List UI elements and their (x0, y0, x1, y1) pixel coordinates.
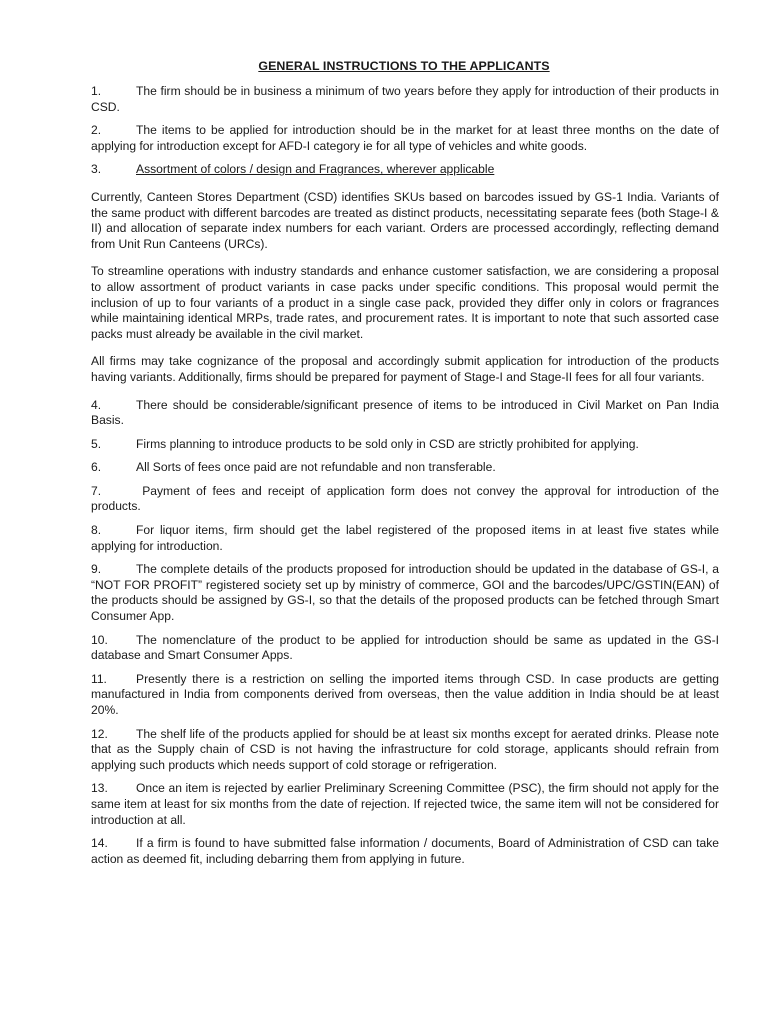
item-number: 4. (91, 397, 102, 412)
item-text: All Sorts of fees once paid are not refundable and non transferable. (136, 460, 496, 475)
instruction-item (91, 162, 719, 178)
item-text: For liquor items, firm should get the label registered of the proposed items in at least five states while applying for introduction. (91, 523, 719, 553)
instruction-item (91, 523, 719, 554)
instruction-item (91, 727, 719, 774)
item-number: 9. (91, 562, 102, 577)
instruction-item (91, 460, 719, 476)
item-text: The items to be applied for introduction should be in the market for at least three months on the date of applying for introduction except for AFD-I category ie for all type of vehicles and white goods. (91, 123, 719, 153)
item-text: Once an item is rejected by earlier Preliminary Screening Committee (PSC), the firm should not apply for the same item at least for six months from the date of rejection. If rejected twice, the same item will not be considered for introduction at all. (91, 781, 719, 827)
item-number: 12. (91, 726, 108, 741)
instruction-item (91, 437, 719, 453)
item-number: 14. (91, 836, 108, 851)
instruction-item (91, 633, 719, 664)
item-number: 1. (91, 84, 102, 98)
item-number: 7. (91, 483, 102, 498)
instruction-item (91, 84, 719, 115)
item-number: 13. (91, 781, 108, 796)
item-heading-text: Assortment of colors / design and Fragrances, wherever applicable (136, 162, 495, 177)
item-number: 6. (91, 460, 102, 475)
item-number: 3. (91, 162, 102, 177)
item-text: The firm should be in business a minimum of two years before they apply for introduction of their products in CSD. (91, 84, 719, 114)
instruction-item (91, 484, 719, 515)
document-title: GENERAL INSTRUCTIONS TO THE APPLICANTS (258, 59, 550, 73)
item-text: The complete details of the products proposed for introduction should be updated in the database of GS-I, a “NOT FOR PROFIT” registered society set up by ministry of commerce, GOI and the barcodes/UPC/GSTIN(EAN) of the products should be assigned by GS-I, so that the details of the proposed products can be fetched through Smart Consumer App. (91, 562, 719, 624)
item-text: The nomenclature of the product to be applied for introduction should be same as updated in the GS-I database and Smart Consumer Apps. (91, 632, 719, 663)
instruction-item (91, 781, 719, 828)
body-paragraph: Currently, Canteen Stores Department (CSD) identifies SKUs based on barcodes issued by GS-1 India. Variants of the same product with different barcodes are treated as distinct products, necessitating separate fees (both Stage-I & II) and allocation of separate index numbers for each variant. Orders are processed accordingly, reflecting demand from Unit Run Canteens (URCs). (91, 189, 719, 251)
document-body (91, 84, 719, 875)
instruction-item (91, 672, 719, 719)
item-number: 10. (91, 632, 108, 647)
item-text: Payment of fees and receipt of application form does not convey the approval for introduction of the products. (91, 483, 719, 514)
instruction-item (91, 836, 719, 867)
item-text: If a firm is found to have submitted false information / documents, Board of Administration of CSD can take action as deemed fit, including debarring them from applying in future. (91, 836, 719, 866)
item-number: 2. (91, 123, 102, 138)
item-number: 11. (91, 671, 107, 686)
item-text: The shelf life of the products applied for should be at least six months except for aerated drinks. Please note that as the Supply chain of CSD is not having the infrastructure for cold storage, applicants should refrain from applying such products which needs support of cold storage or refrigeration. (91, 726, 719, 772)
body-paragraph: To streamline operations with industry standards and enhance customer satisfaction, we are considering a proposal to allow assortment of product variants in case packs under specific conditions. This proposal would permit the inclusion of up to four variants of a product in a single case pack, provided they differ only in colors or fragrances while maintaining identical MRPs, trade rates, and procurement rates. It is important to note that such assorted case packs must already be available in the civil market. (91, 264, 719, 341)
instruction-item (91, 562, 719, 624)
instruction-item (91, 398, 719, 429)
item-number: 8. (91, 523, 102, 538)
item-number: 5. (91, 436, 102, 451)
body-paragraph: All firms may take cognizance of the proposal and accordingly submit application for introduction of the products having variants. Additionally, firms should be prepared for payment of Stage-I and Stage-II fees for all four variants. (91, 354, 719, 384)
item-text: Firms planning to introduce products to be sold only in CSD are strictly prohibited for applying. (136, 436, 639, 451)
item-text: Presently there is a restriction on selling the imported items through CSD. In case products are getting manufactured in India from components derived from overseas, then the value addition in India should be at least 20%. (91, 671, 719, 717)
instruction-item (91, 123, 719, 154)
item-text: There should be considerable/significant presence of items to be introduced in Civil Market on Pan India Basis. (91, 397, 719, 428)
